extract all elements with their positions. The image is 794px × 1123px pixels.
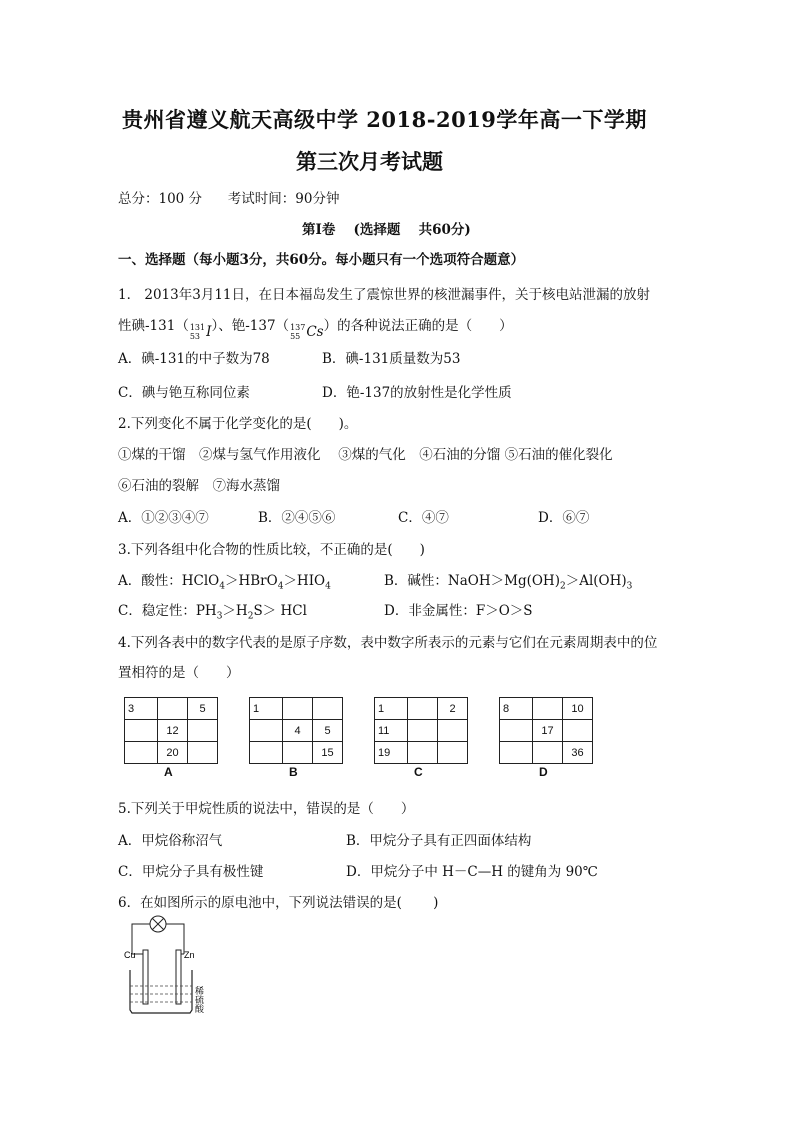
q2-option-c: C．④⑦ <box>398 510 449 526</box>
q2-items-line1: ①煤的干馏 ②煤与氢气作用液化 ③煤的气化 ④石油的分馏 ⑤石油的催化裂化 <box>118 447 613 463</box>
grid-label-c: C <box>414 765 423 779</box>
q3-stem: 3.下列各组中化合物的性质比较，不正确的是( ) <box>118 542 425 558</box>
grid-cell <box>158 698 188 720</box>
section-instruction: 一、选择题（每小题3分，共60分。每小题只有一个选项符合题意） <box>118 252 525 268</box>
q5-option-c: C．甲烷分子具有极性键 <box>118 864 264 880</box>
grid-cell: 3 <box>125 698 158 720</box>
q5-stem: 5.下列关于甲烷性质的说法中，错误的是（ ） <box>118 801 415 817</box>
q3-option-c: C．稳定性：$PH_3>H_2S>$ HCl <box>118 603 307 622</box>
q4-stem-line2: 置相符的是（ ） <box>118 665 240 681</box>
exam-title-line2: 第三次月考试题 <box>296 149 443 174</box>
beaker <box>130 970 192 1013</box>
grid-cell <box>188 720 218 742</box>
q1-option-a: A．碘-131的中子数为78 <box>118 351 270 367</box>
q4-stem-line1: 4.下列各表中的数字代表的是原子序数，表中数字所表示的元素与它们在元素周期表中的位 <box>118 635 658 651</box>
q2-option-d: D．⑥⑦ <box>538 510 590 526</box>
grid-cell <box>125 742 158 764</box>
cu-electrode <box>143 950 148 1004</box>
grid-cell: 4 <box>283 720 313 742</box>
exam-title-line1: 贵州省遵义航天高级中学 2018-2019学年高一下学期 <box>122 107 647 132</box>
q2-option-b: B．②④⑤⑥ <box>258 510 336 526</box>
grid-cell: 8 <box>500 698 533 720</box>
zn-label: Zn <box>184 950 195 960</box>
periodic-grid-b <box>249 697 343 764</box>
grid-cell <box>250 720 283 742</box>
q1-stem-line2: 性碘-131（ 131 53 I ）、铯-137（ 137 55 Cs ）的各种说法正确的是（ ） <box>118 318 513 341</box>
grid-cell <box>563 720 593 742</box>
q1-option-c: C．碘与铯互称同位素 <box>118 385 250 401</box>
grid-cell <box>188 742 218 764</box>
q5-option-a: A．甲烷俗称沼气 <box>118 833 223 849</box>
exam-meta <box>118 187 340 207</box>
galvanic-cell-diagram <box>118 912 218 1018</box>
grid-cell: 11 <box>375 720 408 742</box>
grid-cell: 20 <box>158 742 188 764</box>
q3-option-b: B．碱性：$NaOH>Mg(OH)_2>Al(OH)_3$ <box>384 573 633 592</box>
iodine-isotope: 131 53 I <box>189 323 212 341</box>
q2-option-a: A．①②③④⑦ <box>118 510 209 526</box>
grid-cell: 36 <box>563 742 593 764</box>
cu-label: Cu <box>124 950 136 960</box>
exam-time: 考试时间：90分钟 <box>227 191 340 207</box>
q5-option-d: D．甲烷分子中 H－C—H 的键角为 90℃ <box>346 864 598 880</box>
grid-cell <box>533 742 563 764</box>
grid-cell: 5 <box>188 698 218 720</box>
total-score: 总分：100 分 <box>118 191 203 207</box>
cesium-isotope: 137 55 Cs <box>290 323 324 341</box>
grid-cell <box>438 742 468 764</box>
grid-cell <box>500 720 533 742</box>
grid-cell: 19 <box>375 742 408 764</box>
grid-label-b: B <box>289 765 298 779</box>
grid-cell: 15 <box>313 742 343 764</box>
grid-cell <box>250 742 283 764</box>
grid-cell: 10 <box>563 698 593 720</box>
grid-cell: 1 <box>375 698 408 720</box>
grid-cell <box>313 698 343 720</box>
q1-option-d: D．铯-137的放射性是化学性质 <box>322 385 512 401</box>
q2-stem: 2.下列变化不属于化学变化的是( )。 <box>118 416 358 432</box>
periodic-grid-c <box>374 697 468 764</box>
q3-option-a: A．酸性：$HClO_4>HBrO_4>HIO_4$ <box>118 573 331 592</box>
grid-cell <box>438 720 468 742</box>
electrolyte-label: 稀硫酸 <box>193 986 203 1013</box>
section-header: 第Ⅰ卷 (选择题 共60分) <box>302 222 471 238</box>
grid-cell <box>408 742 438 764</box>
grid-cell: 1 <box>250 698 283 720</box>
q6-stem: 6．在如图所示的原电池中，下列说法错误的是( ) <box>118 895 439 911</box>
grid-cell <box>408 698 438 720</box>
grid-cell <box>500 742 533 764</box>
grid-cell <box>125 720 158 742</box>
q1-option-b: B．碘-131质量数为53 <box>322 351 461 367</box>
q2-items-line2: ⑥石油的裂解 ⑦海水蒸馏 <box>118 478 280 494</box>
q5-option-b: B．甲烷分子具有正四面体结构 <box>346 833 532 849</box>
grid-cell: 12 <box>158 720 188 742</box>
grid-cell: 5 <box>313 720 343 742</box>
grid-label-a: A <box>164 765 173 779</box>
q3-option-d: D．非金属性：F＞O＞S <box>384 603 533 619</box>
grid-cell: 2 <box>438 698 468 720</box>
grid-cell <box>533 698 563 720</box>
zn-electrode <box>176 950 181 1004</box>
grid-cell: 17 <box>533 720 563 742</box>
grid-cell <box>408 720 438 742</box>
grid-label-d: D <box>539 765 548 779</box>
q1-stem-line1: 1． 2013年3月11日，在日本福岛发生了震惊世界的核泄漏事件，关于核电站泄漏的放射 <box>118 287 651 303</box>
periodic-grid-d <box>499 697 593 764</box>
periodic-grid-a <box>124 697 218 764</box>
grid-cell <box>283 698 313 720</box>
grid-cell <box>283 742 313 764</box>
